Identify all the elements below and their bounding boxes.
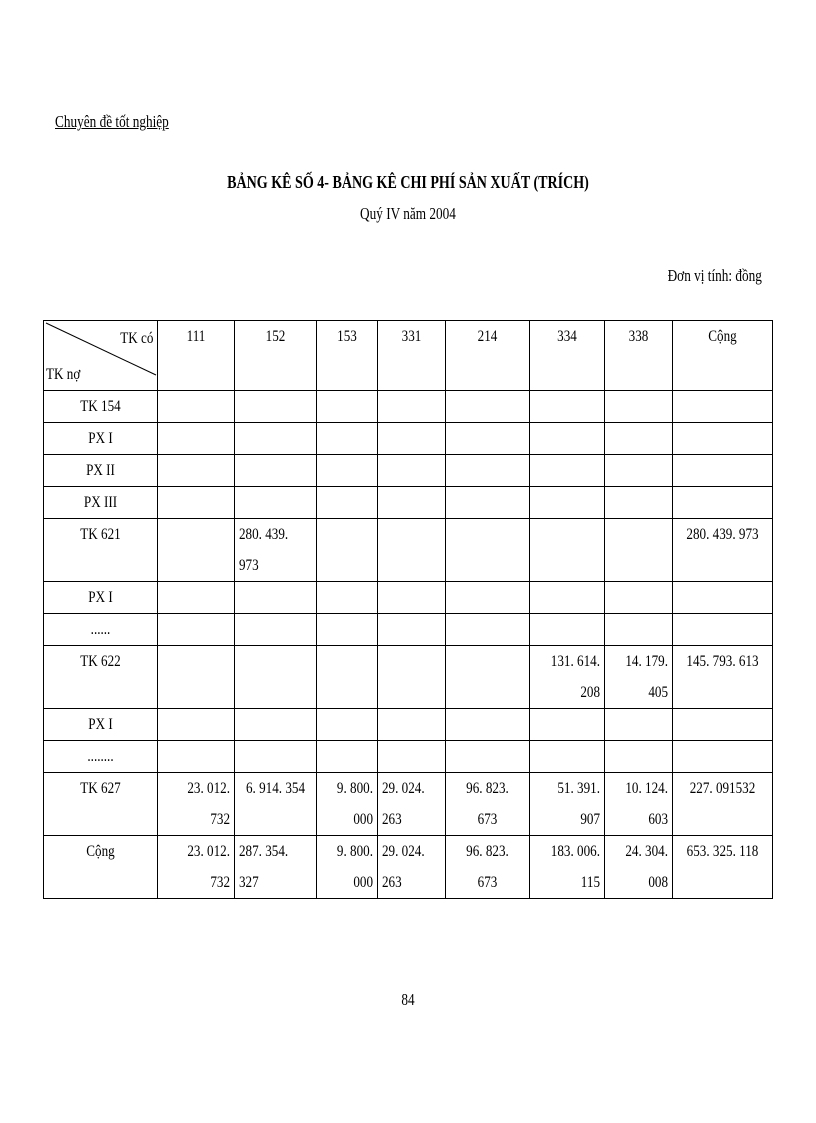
table-cell — [605, 646, 673, 709]
row-account-label — [44, 646, 158, 709]
table-cell — [446, 773, 530, 836]
table-row — [44, 741, 773, 773]
table-cell — [673, 773, 773, 836]
table-cell — [378, 455, 446, 487]
cell-value: 287. 354. 327 — [239, 843, 289, 891]
row-account-label — [44, 455, 158, 487]
column-header — [673, 321, 773, 391]
row-label-text: PX I — [88, 589, 113, 606]
table-row — [44, 423, 773, 455]
table-cell — [158, 836, 235, 899]
row-label-text: PX I — [88, 716, 113, 733]
table-cell — [530, 836, 605, 899]
table-cell — [530, 582, 605, 614]
row-label-text: ........ — [87, 748, 114, 765]
table-cell — [317, 614, 378, 646]
table-row — [44, 614, 773, 646]
cell-value: 96. 823. 673 — [466, 843, 509, 891]
table-cell — [317, 391, 378, 423]
table-cell — [673, 423, 773, 455]
table-cell — [317, 455, 378, 487]
table-cell — [158, 519, 235, 582]
table-cell — [378, 741, 446, 773]
row-label-text: PX II — [86, 462, 115, 479]
row-label-text: Cộng — [86, 843, 115, 860]
row-label-text: PX I — [88, 430, 113, 447]
table-cell — [317, 709, 378, 741]
table-row — [44, 391, 773, 423]
table-cell — [446, 709, 530, 741]
cell-value: 9. 800. 000 — [336, 780, 373, 828]
table-cell — [158, 455, 235, 487]
table-cell — [378, 519, 446, 582]
table-cell — [378, 391, 446, 423]
row-account-label — [44, 487, 158, 519]
table-cell — [378, 709, 446, 741]
table-cell — [317, 836, 378, 899]
table-cell — [235, 836, 317, 899]
table-row — [44, 646, 773, 709]
table-cell — [530, 773, 605, 836]
corner-cell — [44, 321, 158, 391]
row-label-text: PX III — [83, 494, 118, 511]
row-account-label — [44, 391, 158, 423]
table-cell — [673, 646, 773, 709]
cell-value: 653. 325. 118 — [686, 843, 759, 860]
table-row — [44, 519, 773, 582]
row-account-label — [44, 519, 158, 582]
table-cell — [530, 423, 605, 455]
row-label-text: TK 154 — [80, 398, 121, 415]
row-account-label — [44, 614, 158, 646]
column-header-label: 338 — [628, 328, 649, 345]
table-cell — [378, 614, 446, 646]
table-cell — [317, 741, 378, 773]
row-account-label — [44, 741, 158, 773]
table-cell — [317, 582, 378, 614]
table-cell — [446, 391, 530, 423]
row-label-text: TK 622 — [80, 653, 121, 670]
column-header — [446, 321, 530, 391]
cell-value: 10. 124. 603 — [625, 780, 668, 828]
column-header — [605, 321, 673, 391]
row-account-label — [44, 582, 158, 614]
column-header — [378, 321, 446, 391]
cell-value: 29. 024. 263 — [382, 780, 425, 828]
table-cell — [605, 614, 673, 646]
table-cell — [158, 582, 235, 614]
column-header — [158, 321, 235, 391]
table-cell — [446, 741, 530, 773]
table-cell — [235, 423, 317, 455]
table-cell — [317, 487, 378, 519]
table-cell — [605, 836, 673, 899]
cost-ledger-table — [43, 320, 773, 899]
table-cell — [605, 391, 673, 423]
cell-value: 51. 391. 907 — [557, 780, 600, 828]
row-account-label — [44, 709, 158, 741]
table-cell — [378, 487, 446, 519]
table-cell — [158, 646, 235, 709]
ledger-body — [44, 321, 773, 899]
document-subtitle: Quý IV năm 2004 — [360, 204, 456, 223]
cell-value: 183. 006. 115 — [550, 843, 600, 891]
table-cell — [235, 455, 317, 487]
cell-value: 23. 012. 732 — [187, 780, 230, 828]
table-cell — [446, 423, 530, 455]
table-row — [44, 487, 773, 519]
table-cell — [673, 391, 773, 423]
table-cell — [673, 614, 773, 646]
table-cell — [158, 773, 235, 836]
cell-value: 24. 304. 008 — [625, 843, 668, 891]
table-cell — [235, 773, 317, 836]
table-cell — [605, 773, 673, 836]
table-cell — [158, 423, 235, 455]
table-cell — [446, 582, 530, 614]
table-cell — [317, 423, 378, 455]
table-cell — [446, 836, 530, 899]
cell-value: 96. 823. 673 — [466, 780, 509, 828]
table-cell — [530, 614, 605, 646]
cell-value: 280. 439. 973 — [239, 526, 289, 574]
column-header-label: 214 — [477, 328, 498, 345]
table-row — [44, 582, 773, 614]
table-cell — [673, 709, 773, 741]
cell-value: 131. 614. 208 — [550, 653, 600, 701]
table-cell — [530, 391, 605, 423]
table-cell — [605, 582, 673, 614]
table-cell — [378, 836, 446, 899]
column-header — [530, 321, 605, 391]
row-account-label — [44, 423, 158, 455]
row-label-text: TK 627 — [80, 780, 121, 797]
table-cell — [378, 423, 446, 455]
cell-value: 280. 439. 973 — [686, 526, 759, 543]
table-cell — [605, 487, 673, 519]
column-header-label: 153 — [337, 328, 357, 345]
table-row — [44, 836, 773, 899]
table-cell — [530, 741, 605, 773]
table-cell — [605, 455, 673, 487]
debit-account-label: TK nợ — [46, 366, 81, 383]
column-header-label: 111 — [186, 328, 206, 345]
table-cell — [317, 646, 378, 709]
table-cell — [158, 614, 235, 646]
cell-value: 14. 179. 405 — [625, 653, 668, 701]
table-cell — [530, 487, 605, 519]
row-label-text: TK 621 — [80, 526, 121, 543]
table-cell — [235, 646, 317, 709]
table-cell — [235, 519, 317, 582]
table-cell — [530, 519, 605, 582]
table-cell — [605, 741, 673, 773]
column-header-label: 152 — [265, 328, 286, 345]
row-account-label — [44, 773, 158, 836]
table-cell — [446, 487, 530, 519]
table-cell — [446, 614, 530, 646]
cell-value: 9. 800. 000 — [336, 843, 373, 891]
table-cell — [673, 582, 773, 614]
running-header: Chuyên đề tốt nghiệp — [55, 112, 169, 131]
document-title: BẢNG KÊ SỐ 4- BẢNG KÊ CHI PHÍ SẢN XUẤT (TRÍCH) — [227, 172, 589, 192]
table-cell — [446, 455, 530, 487]
table-cell — [235, 582, 317, 614]
table-cell — [158, 709, 235, 741]
table-cell — [673, 836, 773, 899]
column-header-label: Cộng — [708, 328, 737, 345]
table-cell — [530, 709, 605, 741]
column-header — [235, 321, 317, 391]
table-cell — [673, 519, 773, 582]
table-cell — [235, 487, 317, 519]
cell-value: 23. 012. 732 — [187, 843, 230, 891]
cell-value: 145. 793. 613 — [686, 653, 759, 670]
unit-note: Đơn vị tính: đồng — [667, 266, 762, 285]
table-cell — [673, 741, 773, 773]
table-cell — [317, 519, 378, 582]
table-cell — [446, 519, 530, 582]
table-cell — [235, 741, 317, 773]
table-cell — [530, 455, 605, 487]
table-cell — [605, 709, 673, 741]
table-cell — [530, 646, 605, 709]
page-number: 84 — [401, 990, 415, 1009]
table-cell — [158, 391, 235, 423]
table-cell — [158, 487, 235, 519]
table-cell — [378, 773, 446, 836]
table-cell — [673, 455, 773, 487]
column-header-label: 331 — [401, 328, 422, 345]
table-row — [44, 455, 773, 487]
table-cell — [378, 646, 446, 709]
table-cell — [235, 709, 317, 741]
table-cell — [605, 519, 673, 582]
table-cell — [158, 741, 235, 773]
cell-value: 29. 024. 263 — [382, 843, 425, 891]
cell-value: 227. 091532 — [689, 780, 756, 797]
row-account-label — [44, 836, 158, 899]
credit-account-label: TK có — [119, 330, 153, 347]
column-header — [317, 321, 378, 391]
cell-value: 6. 914. 354 — [245, 780, 306, 797]
header-row — [44, 321, 773, 391]
table-cell — [317, 773, 378, 836]
row-label-text: ...... — [90, 621, 111, 638]
table-cell — [605, 423, 673, 455]
table-cell — [446, 646, 530, 709]
table-row — [44, 773, 773, 836]
column-header-label: 334 — [557, 328, 577, 345]
table-cell — [235, 614, 317, 646]
table-row — [44, 709, 773, 741]
table-cell — [235, 391, 317, 423]
table-cell — [673, 487, 773, 519]
table-cell — [378, 582, 446, 614]
